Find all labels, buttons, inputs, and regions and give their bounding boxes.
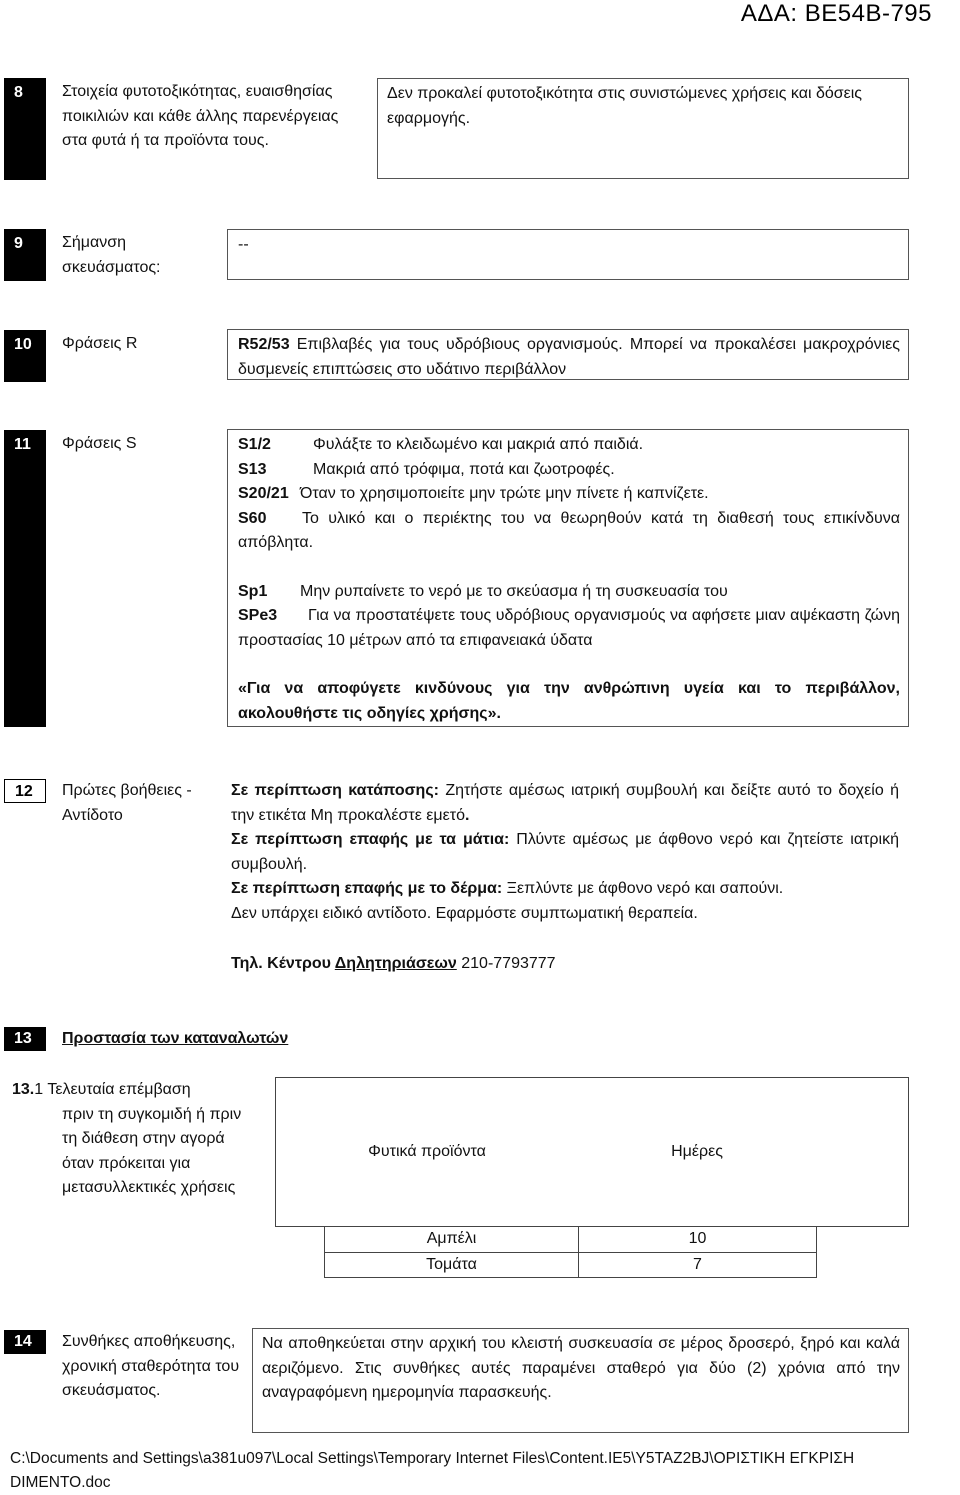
phi-table-header	[275, 1077, 909, 1227]
section-11-number: 11	[4, 430, 46, 727]
s-phrase-code: Sp1	[238, 582, 268, 600]
s-phrase-code: S1/2	[238, 436, 271, 453]
s-phrase	[238, 604, 900, 653]
first-aid-ingestion: Σε περίπτωση κατάποσης: Ζητήστε αμέσως ιατρική συμβουλή και δείξτε αυτό το δοχείο ή την ετικέτα Μη προκαλέστε εμετό.	[231, 782, 899, 824]
section-14-label: Συνθήκες αποθήκευσης, χρονική σταθερότητα του σκευάσματος.	[62, 1333, 240, 1399]
table-row	[325, 1227, 817, 1253]
phi-header-days: Ημέρες	[671, 1143, 723, 1160]
section-8-value: Δεν προκαλεί φυτοτοξικότητα στις συνιστώμενες χρήσεις και δόσεις εφαρμογής.	[377, 78, 909, 179]
s-phrase-code: SPe3	[238, 607, 278, 624]
section-10-label: Φράσεις R	[62, 335, 138, 352]
section-8-label: Στοιχεία φυτοτοξικότητας, ευαισθησίας ποικιλιών και κάθε άλλης παρενέργειας στα φυτά ή τα προϊόντα τους.	[62, 83, 339, 149]
phi-header-crop: Φυτικά προϊόντα	[368, 1143, 486, 1160]
section-10-number: 10	[4, 330, 46, 382]
section-12-number: 12	[4, 779, 46, 803]
r-phrase-text: Επιβλαβές για τους υδρόβιους οργανισμούς. Μπορεί να προκαλέσει μακροχρόνιες δυσμενείς επιπτώσεις στο υδάτινο περιβάλλον	[238, 336, 900, 378]
section-14-number: 14	[4, 1330, 46, 1354]
s-phrase	[238, 580, 900, 605]
document-code: ΑΔΑ: ΒΕ54Β-795	[740, 0, 932, 27]
s-phrase-text: Φυλάξτε το κλειδωμένο και μακριά από παιδιά.	[313, 436, 644, 453]
section-11-value	[227, 429, 909, 727]
section-14-value: Να αποθηκεύεται στην αρχική του κλειστή συσκευασία σε μέρος δροσερό, ξηρό και καλά αεριζόμενο. Στις συνθήκες αυτές παραμένει σταθερό για δύο (2) χρόνια από την αναγραφόμενη ημερομηνία παρασκευής.	[252, 1328, 909, 1433]
table-row	[325, 1252, 817, 1278]
antidote-note: Δεν υπάρχει ειδικό αντίδοτο. Εφαρμόστε συμπτωματική θεραπεία.	[231, 904, 698, 922]
safety-slogan: «Για να αποφύγετε κινδύνους για την ανθρώπινη υγεία και το περιβάλλον, ακολουθήστε τις οδηγίες χρήσης».	[238, 680, 900, 722]
s-phrase	[238, 458, 900, 483]
s-phrase-text: Το υλικό και ο περιέκτης του να θεωρηθούν κατά τη διαθεσή τους επικίνδυνα απόβλητα.	[238, 509, 900, 551]
poison-center-phone: Τηλ. Κέντρου Δηλητηριάσεων 210-7793777	[231, 955, 556, 972]
phi-days: 10	[579, 1227, 817, 1253]
section-13-number: 13	[4, 1027, 46, 1051]
section-9-label: Σήμανση σκευάσματος:	[62, 234, 161, 276]
first-aid-skin: Σε περίπτωση επαφής με το δέρμα: Ξεπλύντε με άφθονο νερό και σαπούνι.	[231, 880, 784, 897]
phi-days: 7	[579, 1252, 817, 1278]
phi-crop: Αμπέλι	[325, 1227, 579, 1253]
last-treatment-label: 13.1 Τελευταία επέμβαση πριν τη συγκομιδή ή πριν τη διάθεση στην αγορά όταν πρόκειται για μετασυλλεκτικές χρήσεις	[12, 1081, 242, 1196]
section-11-label: Φράσεις S	[62, 435, 137, 452]
section-9-number: 9	[4, 229, 46, 281]
s-phrase-text: Όταν το χρησιμοποιείτε μην τρώτε μην πίνετε ή καπνίζετε.	[300, 485, 709, 502]
phi-crop: Τομάτα	[325, 1252, 579, 1278]
s-phrase-code: S13	[238, 460, 267, 478]
s-phrase	[238, 507, 900, 556]
section-13-label: Προστασία των καταναλωτών	[62, 1030, 289, 1047]
section-10-value	[227, 329, 909, 380]
r-phrase-code: R52/53	[238, 336, 290, 353]
s-phrase	[238, 433, 900, 458]
s-phrase-text: Για να προστατέψετε τους υδρόβιους οργανισμούς να αφήσετε μιαν αψέκαστη ζώνη προστασίας 10 μέτρων από τα επιφανειακά ύδατα	[238, 607, 900, 649]
first-aid-eyes: Σε περίπτωση επαφής με τα μάτια: Πλύντε αμέσως με άφθονο νερό και ζητείστε ιατρική συμβουλή.	[231, 831, 899, 873]
s-phrase-code: S20/21	[238, 485, 289, 502]
section-9-value: --	[227, 229, 909, 280]
s-phrase	[238, 482, 900, 507]
file-path-footer: C:\Documents and Settings\a381u097\Local Settings\Temporary Internet Files\Content.IE5\Y5TAZ2BJ\ΟΡΙΣΤΙΚΗ ΕΓΚΡΙΣΗ DIMENTO.doc	[10, 1450, 855, 1491]
section-8-number: 8	[4, 78, 46, 180]
section-12-label: Πρώτες βοήθειες - Αντίδοτο	[62, 782, 192, 824]
phi-table	[324, 1226, 817, 1278]
section-12-value	[231, 779, 899, 977]
s-phrase-text: Μην ρυπαίνετε το νερό με το σκεύασμα ή τη συσκευασία του	[300, 582, 728, 600]
s-phrase-text: Μακριά από τρόφιμα, ποτά και ζωοτροφές.	[313, 460, 615, 478]
s-phrase-code: S60	[238, 509, 267, 527]
